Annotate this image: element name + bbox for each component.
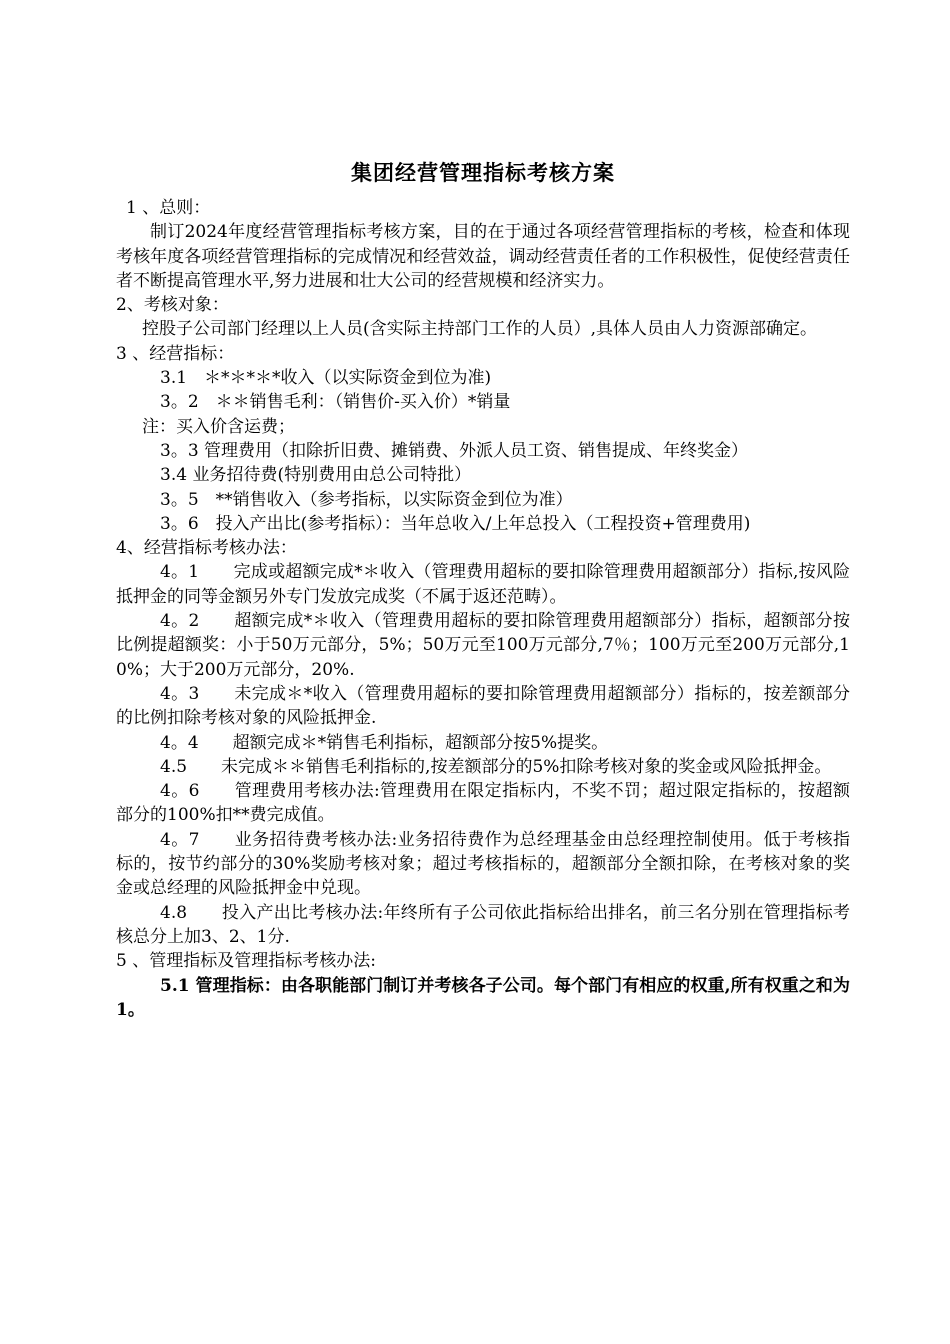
paragraph-targets: 控股子公司部门经理以上人员(含实际主持部门工作的人员）,具体人员由人力资源部确定。 [142,319,818,340]
section-heading-management: 5 、管理指标及管理指标考核办法: [116,951,376,972]
method-4-7: 4。7 业务招待费考核办法:业务招待费作为总经理基金由总经理控制使用。低于考核指标的，按节约部分的30%奖励考核对象；超过考核指标的，超额部分全额扣除，在考核对象的奖金或总经理的风险抵押金中兑现。 [116,829,850,899]
indicator-3-4: 3.4 业务招待费(特别费用由总公司特批） [160,465,472,486]
section-heading-indicators: 3 、经营指标： [116,343,235,364]
section-heading-methods: 4、经营指标考核办法： [116,538,297,559]
section-heading-general: 1 、总则： [126,198,211,218]
indicator-note: 注：买入价含运费； [142,416,295,437]
indicator-3-2: 3。2 ＊＊销售毛利：（销售价-买入价）*销量 [160,392,511,413]
method-4-4: 4。4 超额完成＊*销售毛利指标，超额部分按5%提奖。 [160,732,609,753]
management-5-1: 5.1 管理指标：由各职能部门制订并考核各子公司。每个部门有相应的权重,所有权重之和为1。 [116,975,850,1020]
method-4-1: 4。1 完成或超额完成*＊收入（管理费用超标的要扣除管理费用超额部分）指标,按风险抵押金的同等金额另外专门发放完成奖（不属于返还范畴）。 [116,562,850,607]
indicator-3-1: 3.1 ＊*＊*＊*收入（以实际资金到位为准) [160,368,492,389]
section-heading-targets: 2、考核对象： [116,295,229,316]
document-title: 集团经营管理指标考核方案 [351,160,615,185]
method-4-8: 4.8 投入产出比考核办法:年终所有子公司依此指标给出排名，前三名分别在管理指标考核总分上加3、2、1分. [116,902,850,947]
method-4-2: 4。2 超额完成*＊收入（管理费用超标的要扣除管理费用超额部分）指标，超额部分按比例提超额奖：小于50万元部分，5%；50万元至100万元部分,7％；100万元至200万元部分,10%；大于200万元部分，20%. [116,611,850,680]
paragraph-purpose: 制订2024年度经营管理指标考核方案，目的在于通过各项经营管理指标的考核，检查和体现考核年度各项经营管理指标的完成情况和经营效益，调动经营责任者的工作积极性，促使经营责任者不断提高管理水平,努力进展和壮大公司的经营规模和经济实力。 [116,222,850,291]
indicator-3-5: 3。5 **销售收入（参考指标，以实际资金到位为准） [160,489,573,510]
method-4-5: 4.5 未完成＊＊销售毛利指标的,按差额部分的5%扣除考核对象的奖金或风险抵押金。 [160,756,832,777]
indicator-3-6: 3。6 投入产出比(参考指标）：当年总收入/上年总投入（工程投资+管理费用) [160,513,751,534]
method-4-6: 4。6 管理费用考核办法:管理费用在限定指标内，不奖不罚；超过限定指标的，按超额部分的100%扣**费完成值。 [116,781,850,826]
document-body [116,196,850,1022]
method-4-3: 4。3 未完成＊*收入（管理费用超标的要扣除管理费用超额部分）指标的，按差额部分的比例扣除考核对象的风险抵押金. [116,683,850,729]
indicator-3-3: 3。3 管理费用（扣除折旧费、摊销费、外派人员工资、销售提成、年终奖金） [160,440,749,461]
